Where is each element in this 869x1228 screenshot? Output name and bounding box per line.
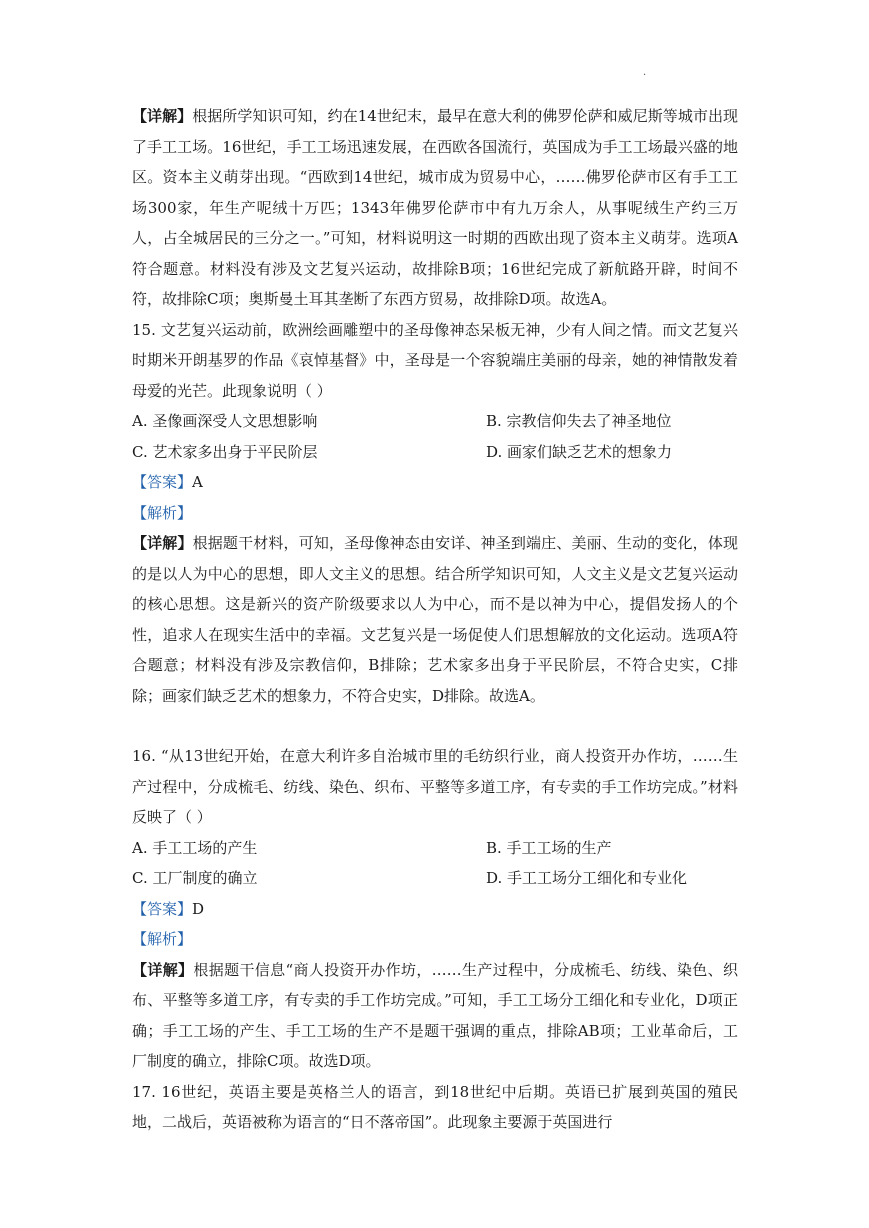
header-mark: ·	[643, 70, 647, 81]
q15-answer-label: 【答案】	[132, 473, 193, 491]
q15-option-d: D. 画家们缺乏艺术的想象力	[486, 442, 673, 461]
q17-stem: 17. 16世纪，英语主要是英格兰人的语言，到18世纪中后期。英语已扩展到英国的殖民地，二战后，英语被称为语言的“日不落帝国”。此现象主要源于英国进行	[132, 1082, 738, 1131]
q16-options-row-1	[132, 833, 738, 864]
q16-detail	[132, 955, 738, 1077]
q16-options-row-2	[132, 863, 738, 894]
q15-options-row-1	[132, 406, 738, 437]
q16-option-d: D. 手工工场分工细化和专业化	[486, 869, 688, 887]
section-gap	[132, 711, 738, 741]
document-page	[132, 101, 738, 1138]
q15-answer	[132, 467, 738, 498]
q16-option-b: B. 手工工场的生产	[486, 838, 612, 857]
q16-detail-label: 【详解】	[132, 960, 194, 979]
q15-detail	[132, 528, 738, 711]
q14-detail	[132, 101, 738, 315]
q16-analysis-label: 【解析】	[132, 930, 193, 948]
q14-detail-label: 【详解】	[132, 107, 193, 125]
q15-answer-value: A	[192, 473, 203, 491]
q16-detail-text: 根据题干信息“商人投资开办作坊，……生产过程中，分成梳毛、纺线、染色、织布、平整等多道工序，有专卖的手工作坊完成。”可知，手工工场分工细化和专业化，D项正确；手工工场的产生、手工工场的生产不是题干强调的重点，排除AB项；工业革命后，工厂制度的确立，排除C项。故选D项。	[132, 960, 738, 1070]
q15-stem: 15. 文艺复兴运动前，欧洲绘画雕塑中的圣母像神态呆板无神，少有人间之情。而文艺复兴时期米开朗基罗的作品《哀悼基督》中，圣母是一个容貌端庄美丽的母亲，她的神情散发着母爱的光芒。此现象说明（ ）	[132, 320, 738, 400]
q16-option-c: C. 工厂制度的确立	[132, 869, 258, 887]
q15-option-a: A. 圣像画深受人文思想影响	[132, 412, 318, 430]
q16-option-a: A. 手工工场的产生	[132, 838, 258, 857]
q15-option-b: B. 宗教信仰失去了神圣地位	[486, 412, 672, 430]
q16-stem: 16. “从13世纪开始，在意大利许多自治城市里的毛纺织行业，商人投资开办作坊，……生产过程中，分成梳毛、纺线、染色、织布、平整等多道工序，有专卖的手工作坊完成。”材料反映了（ ）	[132, 747, 738, 826]
q16-answer	[132, 894, 738, 925]
q15-analysis-label: 【解析】	[132, 503, 193, 522]
q15-options-row-2	[132, 437, 738, 468]
q15-option-c: C. 艺术家多出身于平民阶层	[132, 442, 318, 461]
q15-detail-text: 根据题干材料，可知，圣母像神态由安详、神圣到端庄、美丽、生动的变化，体现的是以人为中心的思想，即人文主义的思想。结合所学知识可知，人文主义是文艺复兴运动的核心思想。这是新兴的资产阶级要求以人为中心，而不是以神为中心，提倡发扬人的个性，追求人在现实生活中的幸福。文艺复兴是一场促使人们思想解放的文化运动。选项A符合题意；材料没有涉及宗教信仰，B排除；艺术家多出身于平民阶层，不符合史实，C排除；画家们缺乏艺术的想象力，不符合史实，D排除。故选A。	[132, 534, 738, 705]
q16-answer-value: D	[192, 899, 205, 918]
q14-detail-text: 根据所学知识可知，约在14世纪末，最早在意大利的佛罗伦萨和威尼斯等城市出现了手工工场。16世纪，手工工场迅速发展，在西欧各国流行，英国成为手工工场最兴盛的地区。资本主义萌芽出现。“西欧到14世纪，城市成为贸易中心，……佛罗伦萨市区有手工工场300家，年生产呢绒十万匹；1343年佛罗伦萨市中有九万余人，从事呢绒生产约三万人，占全城居民的三分之一。”可知，材料说明这一时期的西欧出现了资本主义萌芽。选项A符合题意。材料没有涉及文艺复兴运动，故排除B项；16世纪完成了新航路开辟，时间不符，故排除C项；奥斯曼土耳其垄断了东西方贸易，故排除D项。故选A。	[132, 107, 738, 308]
q16-answer-label: 【答案】	[132, 899, 193, 918]
q15-detail-label: 【详解】	[132, 534, 193, 552]
